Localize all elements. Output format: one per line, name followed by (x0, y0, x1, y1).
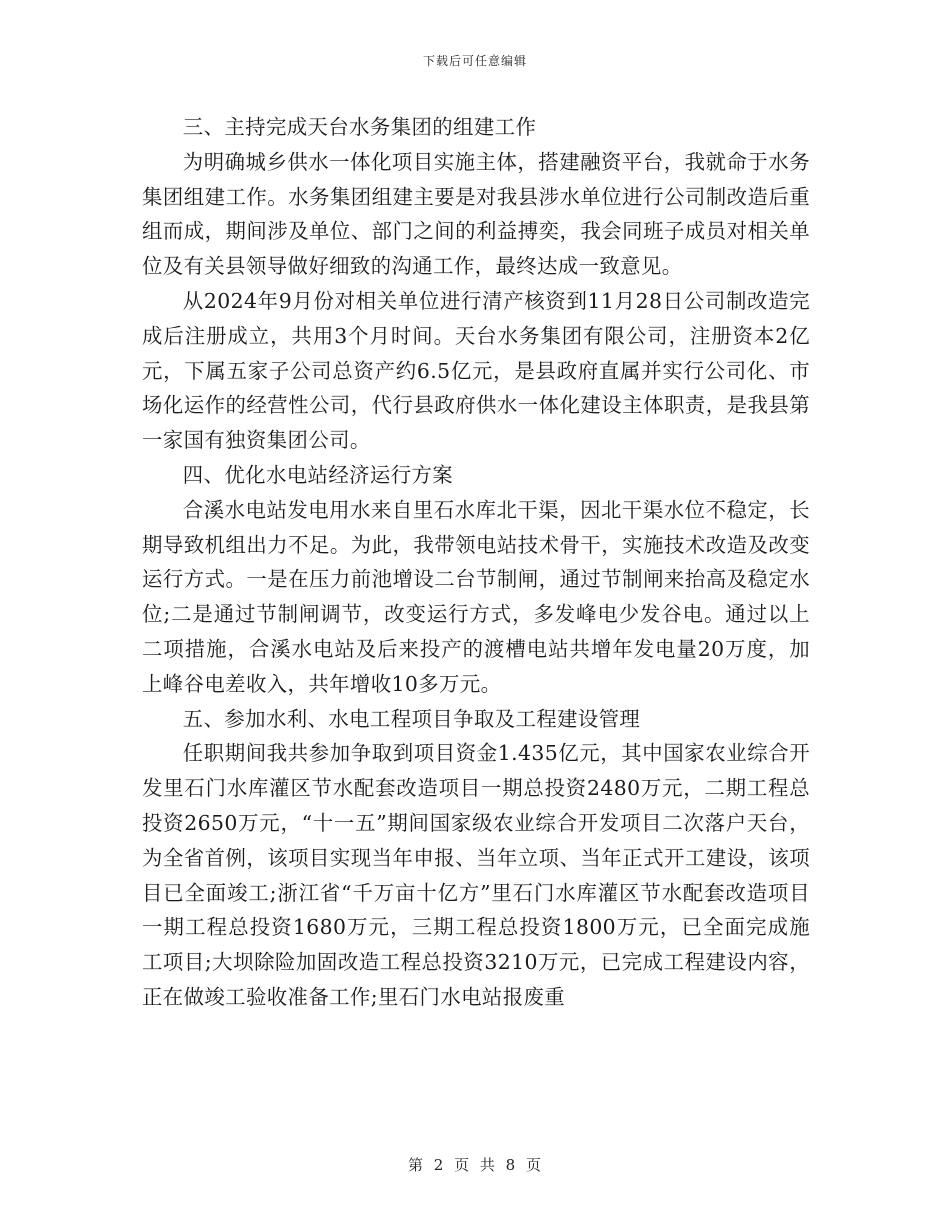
section-5-paragraph-1: 任职期间我共参加争取到项目资金1.435亿元，其中国家农业综合开发里石门水库灌区节水配套改造项目一期总投资2480万元，二期工程总投资2650万元，“十一五”期间国家级农业综合开发项目二次落户天台，为全省首例，该项目实现当年申报、当年立项、当年正式开工建设，该项目已全面竣工;浙江省“千万亩十亿方”里石门水库灌区节水配套改造项目一期工程总投资1680万元，三期工程总投资1800万元，已全面完成施工项目;大坝除险加固改造工程总投资3210万元，已完成工程建设内容，正在做竣工验收准备工作;里石门水电站报废重 (142, 741, 810, 1009)
section-3-paragraph-2: 从2024年9月份对相关单位进行清产核资到11月28日公司制改造完成后注册成立，共用3个月时间。天台水务集团有限公司，注册资本2亿元，下属五家子公司总资产约6.5亿元，是县政府直属并实行公司化、市场化运作的经营性公司，代行县政府供水一体化建设主体职责，是我县第一家国有独资集团公司。 (142, 288, 810, 453)
section-4-heading: 四、优化水电站经济运行方案 (182, 462, 454, 487)
page-footer: 第 2 页 共 8 页 (408, 1156, 542, 1174)
document-body (142, 110, 810, 1015)
section-3-heading: 三、主持完成天台水务集团的组建工作 (182, 115, 537, 139)
page-header: 下载后可任意编辑 (422, 54, 527, 68)
section-4-paragraph-1: 合溪水电站发电用水来自里石水库北干渠，因北干渠水位不稳定，长期导致机组出力不足。为此，我带领电站技术骨干，实施技术改造及改变运行方式。一是在压力前池增设二台节制闸，通过节制闸来抬高及稳定水位;二是通过节制闸调节，改变运行方式，多发峰电少发谷电。通过以上二项措施，合溪水电站及后来投产的渡槽电站共增年发电量20万度，加上峰谷电差收入，共年增收10多万元。 (142, 497, 810, 696)
section-3-paragraph-1: 为明确城乡供水一体化项目实施主体，搭建融资平台，我就命于水务集团组建工作。水务集团组建主要是对我县涉水单位进行公司制改造后重组而成，期间涉及单位、部门之间的利益搏奕，我会同班子成员对相关单位及有关县领导做好细致的沟通工作，最终达成一致意见。 (142, 149, 810, 279)
section-5-heading: 五、参加水利、水电工程项目争取及工程建设管理 (182, 706, 641, 731)
